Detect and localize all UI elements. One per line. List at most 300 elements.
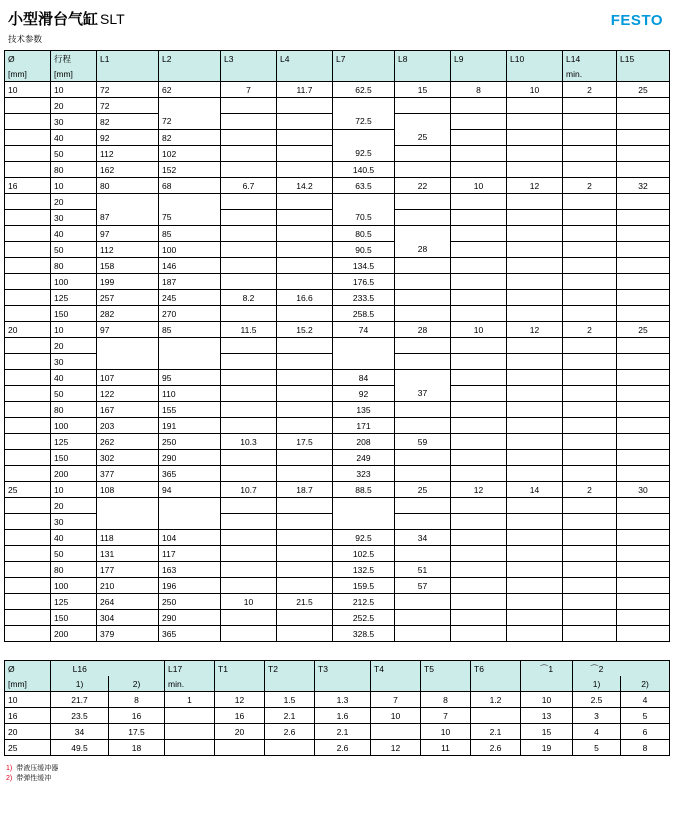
cell-l10: 14	[507, 482, 563, 498]
cell-l1: 262	[97, 434, 159, 450]
cell-l2	[159, 194, 221, 210]
cell-l8	[395, 354, 451, 370]
cell-stroke: 40	[51, 130, 97, 146]
cell-l9	[451, 226, 507, 242]
cell-l1	[97, 194, 159, 210]
cell-l8	[395, 610, 451, 626]
cell-dia	[5, 386, 51, 402]
cell-t2	[265, 740, 315, 756]
cell-l10	[507, 450, 563, 466]
cell-dia: 16	[5, 178, 51, 194]
table2-unit-c2-1: 1)	[573, 676, 621, 692]
cell-l4: 18.7	[277, 482, 333, 498]
cell-l7: 92	[333, 386, 395, 402]
table-row	[5, 82, 670, 98]
cell-l15	[617, 306, 670, 322]
cell-l14	[563, 562, 617, 578]
cell-l4	[277, 274, 333, 290]
table-row	[5, 626, 670, 642]
cell-l1: 108	[97, 482, 159, 498]
cell-l9	[451, 626, 507, 642]
cell-c1: 13	[521, 708, 573, 724]
cell-l9	[451, 258, 507, 274]
cell-l3	[221, 450, 277, 466]
title-product-code: SLT	[100, 11, 125, 27]
cell-l15: 25	[617, 322, 670, 338]
cell-l7: 233.5	[333, 290, 395, 306]
cell-stroke: 20	[51, 498, 97, 514]
cell-l3	[221, 578, 277, 594]
cell-l15	[617, 370, 670, 386]
cell-l16-2: 17.5	[109, 724, 165, 740]
cell-l16-2: 18	[109, 740, 165, 756]
cell-l15	[617, 530, 670, 546]
cell-l4	[277, 226, 333, 242]
cell-l14	[563, 578, 617, 594]
cell-l8: 15	[395, 82, 451, 98]
cell-dia	[5, 274, 51, 290]
cell-l14: 2	[563, 82, 617, 98]
table1-unit-l7	[333, 66, 395, 82]
cell-stroke: 20	[51, 194, 97, 210]
cell-l9	[451, 274, 507, 290]
cell-l9	[451, 514, 507, 530]
cell-l7: 208	[333, 434, 395, 450]
cell-l14	[563, 466, 617, 482]
cell-l2: 196	[159, 578, 221, 594]
cell-l2: 146	[159, 258, 221, 274]
table1-col-l15: L15	[617, 51, 670, 67]
cell-l16-2: 16	[109, 708, 165, 724]
cell-l8	[395, 450, 451, 466]
cell-dia	[5, 466, 51, 482]
cell-t2: 2.1	[265, 708, 315, 724]
cell-l4: 16.6	[277, 290, 333, 306]
cell-l8: 25	[395, 482, 451, 498]
cell-l8	[395, 162, 451, 178]
cell-l16-1: 34	[51, 724, 109, 740]
cell-l9	[451, 466, 507, 482]
cell-l10	[507, 146, 563, 162]
page-subtitle: 技术参数	[8, 34, 43, 44]
cell-dia: 25	[5, 482, 51, 498]
cell-l4	[277, 546, 333, 562]
cell-stroke: 80	[51, 162, 97, 178]
table-row	[5, 290, 670, 306]
cell-l1: 379	[97, 626, 159, 642]
table-row	[5, 708, 670, 724]
table-row	[5, 338, 670, 354]
cell-l3: 6.7	[221, 178, 277, 194]
cell-l1: 158	[97, 258, 159, 274]
table1-unit-l10	[507, 66, 563, 82]
cell-l17	[165, 724, 215, 740]
cell-l9	[451, 546, 507, 562]
table2-col-c2-spacer	[621, 661, 670, 677]
cell-l1: 282	[97, 306, 159, 322]
cell-l10	[507, 258, 563, 274]
table-row	[5, 226, 670, 242]
cell-t2: 2.6	[265, 724, 315, 740]
cell-l3	[221, 386, 277, 402]
cell-l9	[451, 370, 507, 386]
cell-l3	[221, 354, 277, 370]
cell-l7: 74	[333, 322, 395, 338]
cell-l9	[451, 450, 507, 466]
footnote-2-marker: 2)	[6, 775, 13, 782]
cell-l7: 171	[333, 418, 395, 434]
cell-l4	[277, 578, 333, 594]
cell-l14	[563, 610, 617, 626]
cell-l8	[395, 514, 451, 530]
cell-dia	[5, 402, 51, 418]
cell-l1: 122	[97, 386, 159, 402]
table1-col-l14: L14	[563, 51, 617, 67]
cell-l10	[507, 578, 563, 594]
cell-dia	[5, 242, 51, 258]
footnote-2-text: 带弹性缓冲	[16, 775, 52, 782]
cell-l8	[395, 546, 451, 562]
table2-unit-t2	[265, 676, 315, 692]
cell-l8	[395, 498, 451, 514]
cell-l15	[617, 386, 670, 402]
cell-stroke: 150	[51, 450, 97, 466]
cell-l10	[507, 290, 563, 306]
table-row	[5, 178, 670, 194]
cell-stroke: 20	[51, 98, 97, 114]
cell-l15	[617, 258, 670, 274]
cell-l3	[221, 546, 277, 562]
cell-l17	[165, 708, 215, 724]
cell-l3	[221, 370, 277, 386]
cell-l7: 62.5	[333, 82, 395, 98]
table1-unit-row	[5, 66, 670, 82]
cell-l17	[165, 740, 215, 756]
cell-l7: 88.5	[333, 482, 395, 498]
cell-l8	[395, 274, 451, 290]
cell-l8	[395, 466, 451, 482]
cell-c2-1: 3	[573, 708, 621, 724]
cell-t6: 1.2	[471, 692, 521, 708]
cell-l3	[221, 130, 277, 146]
cell-l15	[617, 610, 670, 626]
cell-l1: 203	[97, 418, 159, 434]
cell-c2-2: 6	[621, 724, 670, 740]
cell-l4	[277, 514, 333, 530]
cell-t3: 1.3	[315, 692, 371, 708]
title-chinese: 小型滑台气缸	[8, 11, 99, 28]
cell-dia	[5, 434, 51, 450]
cell-l14	[563, 370, 617, 386]
cell-l10	[507, 114, 563, 130]
cell-l2: 290	[159, 610, 221, 626]
cell-l1: 118	[97, 530, 159, 546]
cell-l4	[277, 354, 333, 370]
cell-l3	[221, 306, 277, 322]
cell-l1: 177	[97, 562, 159, 578]
cell-l8: 34	[395, 530, 451, 546]
cell-l9	[451, 130, 507, 146]
table1-unit-l14: min.	[563, 66, 617, 82]
cell-stroke: 125	[51, 594, 97, 610]
cell-t4: 10	[371, 708, 421, 724]
cell-stroke: 30	[51, 114, 97, 130]
cell-l10	[507, 626, 563, 642]
cell-t3: 1.6	[315, 708, 371, 724]
cell-l1: 257	[97, 290, 159, 306]
cell-stroke: 30	[51, 210, 97, 226]
cell-l1	[97, 354, 159, 370]
cell-dia	[5, 594, 51, 610]
cell-l8	[395, 258, 451, 274]
cell-l10	[507, 418, 563, 434]
cell-l4	[277, 466, 333, 482]
cell-l14: 2	[563, 178, 617, 194]
cell-l1: 131	[97, 546, 159, 562]
cell-l9	[451, 338, 507, 354]
cell-l7: 63.5	[333, 178, 395, 194]
cell-dia	[5, 450, 51, 466]
cell-l1: 72	[97, 98, 159, 114]
cell-l15	[617, 354, 670, 370]
table-row	[5, 450, 670, 466]
cell-l1: 210	[97, 578, 159, 594]
table-row	[5, 402, 670, 418]
cell-l9	[451, 594, 507, 610]
cell-l1: 264	[97, 594, 159, 610]
cell-t6: 2.6	[471, 740, 521, 756]
cell-l4	[277, 130, 333, 146]
cell-l14	[563, 450, 617, 466]
cell-l1: 112	[97, 242, 159, 258]
cell-l4	[277, 610, 333, 626]
cell-l2: 365	[159, 626, 221, 642]
table-row	[5, 418, 670, 434]
cell-t3: 2.1	[315, 724, 371, 740]
cell-dia	[5, 162, 51, 178]
cell-l7	[333, 498, 395, 514]
dimensions-table-2	[4, 660, 670, 756]
cell-l10	[507, 194, 563, 210]
table-row	[5, 514, 670, 530]
cell-l15	[617, 450, 670, 466]
table-row	[5, 724, 670, 740]
cell-l4	[277, 386, 333, 402]
cell-l9	[451, 578, 507, 594]
cell-l14	[563, 546, 617, 562]
cell-l3: 10.7	[221, 482, 277, 498]
cell-dia	[5, 338, 51, 354]
cell-l3	[221, 194, 277, 210]
cell-dia	[5, 626, 51, 642]
cell-l4	[277, 258, 333, 274]
cell-stroke: 10	[51, 178, 97, 194]
table1-body	[5, 82, 670, 642]
cell-dia	[5, 114, 51, 130]
table-row	[5, 466, 670, 482]
cell-l8	[395, 226, 451, 242]
cell-l7: 328.5	[333, 626, 395, 642]
cell-l3: 11.5	[221, 322, 277, 338]
table-row	[5, 740, 670, 756]
table2-unit-l17: min.	[165, 676, 215, 692]
cell-l2: 94	[159, 482, 221, 498]
cell-l2	[159, 498, 221, 514]
cell-t3: 2.6	[315, 740, 371, 756]
footnotes	[6, 764, 673, 784]
cell-l2: 102	[159, 146, 221, 162]
cell-l2: 82	[159, 130, 221, 146]
cell-l7: 90.5	[333, 242, 395, 258]
table2-col-c1: ⌒1	[521, 661, 573, 677]
cell-l14	[563, 434, 617, 450]
cell-t5: 8	[421, 692, 471, 708]
cell-l14	[563, 162, 617, 178]
table-row	[5, 610, 670, 626]
cell-l9	[451, 402, 507, 418]
cell-l14: 2	[563, 322, 617, 338]
cell-l14	[563, 226, 617, 242]
cell-l10	[507, 514, 563, 530]
cell-l8: 28	[395, 322, 451, 338]
dimensions-table-2-wrapper	[0, 660, 673, 756]
cell-dia	[5, 226, 51, 242]
table1-unit-l15	[617, 66, 670, 82]
cell-stroke: 50	[51, 386, 97, 402]
cell-l14	[563, 98, 617, 114]
table-row	[5, 274, 670, 290]
cell-l10	[507, 562, 563, 578]
cell-dia	[5, 562, 51, 578]
table1-unit-l2	[159, 66, 221, 82]
table2-col-dia: Ø	[5, 661, 51, 677]
cell-l4	[277, 306, 333, 322]
table-row	[5, 594, 670, 610]
cell-l9: 12	[451, 482, 507, 498]
cell-c2-1: 2.5	[573, 692, 621, 708]
cell-c1: 15	[521, 724, 573, 740]
cell-l15	[617, 466, 670, 482]
cell-t5: 7	[421, 708, 471, 724]
cell-l14	[563, 146, 617, 162]
cell-dia	[5, 146, 51, 162]
cell-stroke: 150	[51, 306, 97, 322]
cell-l7: 92.5	[333, 530, 395, 546]
cell-l1: 302	[97, 450, 159, 466]
cell-l4: 17.5	[277, 434, 333, 450]
cell-stroke: 100	[51, 418, 97, 434]
cell-l10	[507, 226, 563, 242]
table2-col-t4: T4	[371, 661, 421, 677]
cell-stroke: 80	[51, 258, 97, 274]
cell-l1: 97	[97, 226, 159, 242]
cell-l14: 2	[563, 482, 617, 498]
cell-l3	[221, 274, 277, 290]
cell-l7: 92.5	[333, 146, 395, 162]
table1-col-l2: L2	[159, 51, 221, 67]
cell-dia	[5, 258, 51, 274]
cell-l3	[221, 498, 277, 514]
cell-l4	[277, 338, 333, 354]
cell-l1	[97, 338, 159, 354]
table2-unit-t5	[421, 676, 471, 692]
cell-l15	[617, 98, 670, 114]
cell-l4	[277, 162, 333, 178]
table-row	[5, 130, 670, 146]
cell-l7: 102.5	[333, 546, 395, 562]
cell-l10	[507, 338, 563, 354]
cell-l8: 37	[395, 386, 451, 402]
cell-stroke: 125	[51, 434, 97, 450]
cell-l2: 365	[159, 466, 221, 482]
cell-l15	[617, 578, 670, 594]
cell-stroke: 10	[51, 322, 97, 338]
table2-unit-c1	[521, 676, 573, 692]
cell-l15	[617, 114, 670, 130]
cell-l2: 68	[159, 178, 221, 194]
cell-l7: 134.5	[333, 258, 395, 274]
cell-l8	[395, 210, 451, 226]
cell-l8: 22	[395, 178, 451, 194]
cell-l15	[617, 242, 670, 258]
cell-l15	[617, 546, 670, 562]
cell-l15	[617, 210, 670, 226]
cell-c2-1: 5	[573, 740, 621, 756]
cell-l2: 290	[159, 450, 221, 466]
cell-stroke: 30	[51, 514, 97, 530]
cell-stroke: 80	[51, 562, 97, 578]
cell-l10	[507, 210, 563, 226]
table2-col-t2: T2	[265, 661, 315, 677]
cell-c2-2: 4	[621, 692, 670, 708]
cell-l3	[221, 146, 277, 162]
table-row	[5, 146, 670, 162]
table-row	[5, 692, 670, 708]
cell-l1: 82	[97, 114, 159, 130]
table2-header-row	[5, 661, 670, 677]
cell-dia	[5, 578, 51, 594]
cell-dia: 20	[5, 724, 51, 740]
cell-t5: 11	[421, 740, 471, 756]
cell-l4	[277, 498, 333, 514]
table2-unit-t6	[471, 676, 521, 692]
cell-l15	[617, 130, 670, 146]
cell-dia	[5, 130, 51, 146]
cell-l7: 159.5	[333, 578, 395, 594]
cell-l9	[451, 162, 507, 178]
cell-l4	[277, 626, 333, 642]
table-row	[5, 578, 670, 594]
cell-l2: 155	[159, 402, 221, 418]
table1-unit-stroke: [mm]	[51, 66, 97, 82]
cell-l7: 135	[333, 402, 395, 418]
cell-stroke: 80	[51, 402, 97, 418]
cell-l14	[563, 514, 617, 530]
cell-l7	[333, 514, 395, 530]
cell-l8	[395, 626, 451, 642]
cell-dia	[5, 354, 51, 370]
cell-l15	[617, 418, 670, 434]
cell-l15	[617, 402, 670, 418]
cell-l3	[221, 114, 277, 130]
cell-c1: 19	[521, 740, 573, 756]
cell-l4	[277, 194, 333, 210]
table1-col-l7: L7	[333, 51, 395, 67]
cell-l4	[277, 98, 333, 114]
cell-l8: 25	[395, 130, 451, 146]
table1-unit-l3	[221, 66, 277, 82]
cell-l7	[333, 98, 395, 114]
